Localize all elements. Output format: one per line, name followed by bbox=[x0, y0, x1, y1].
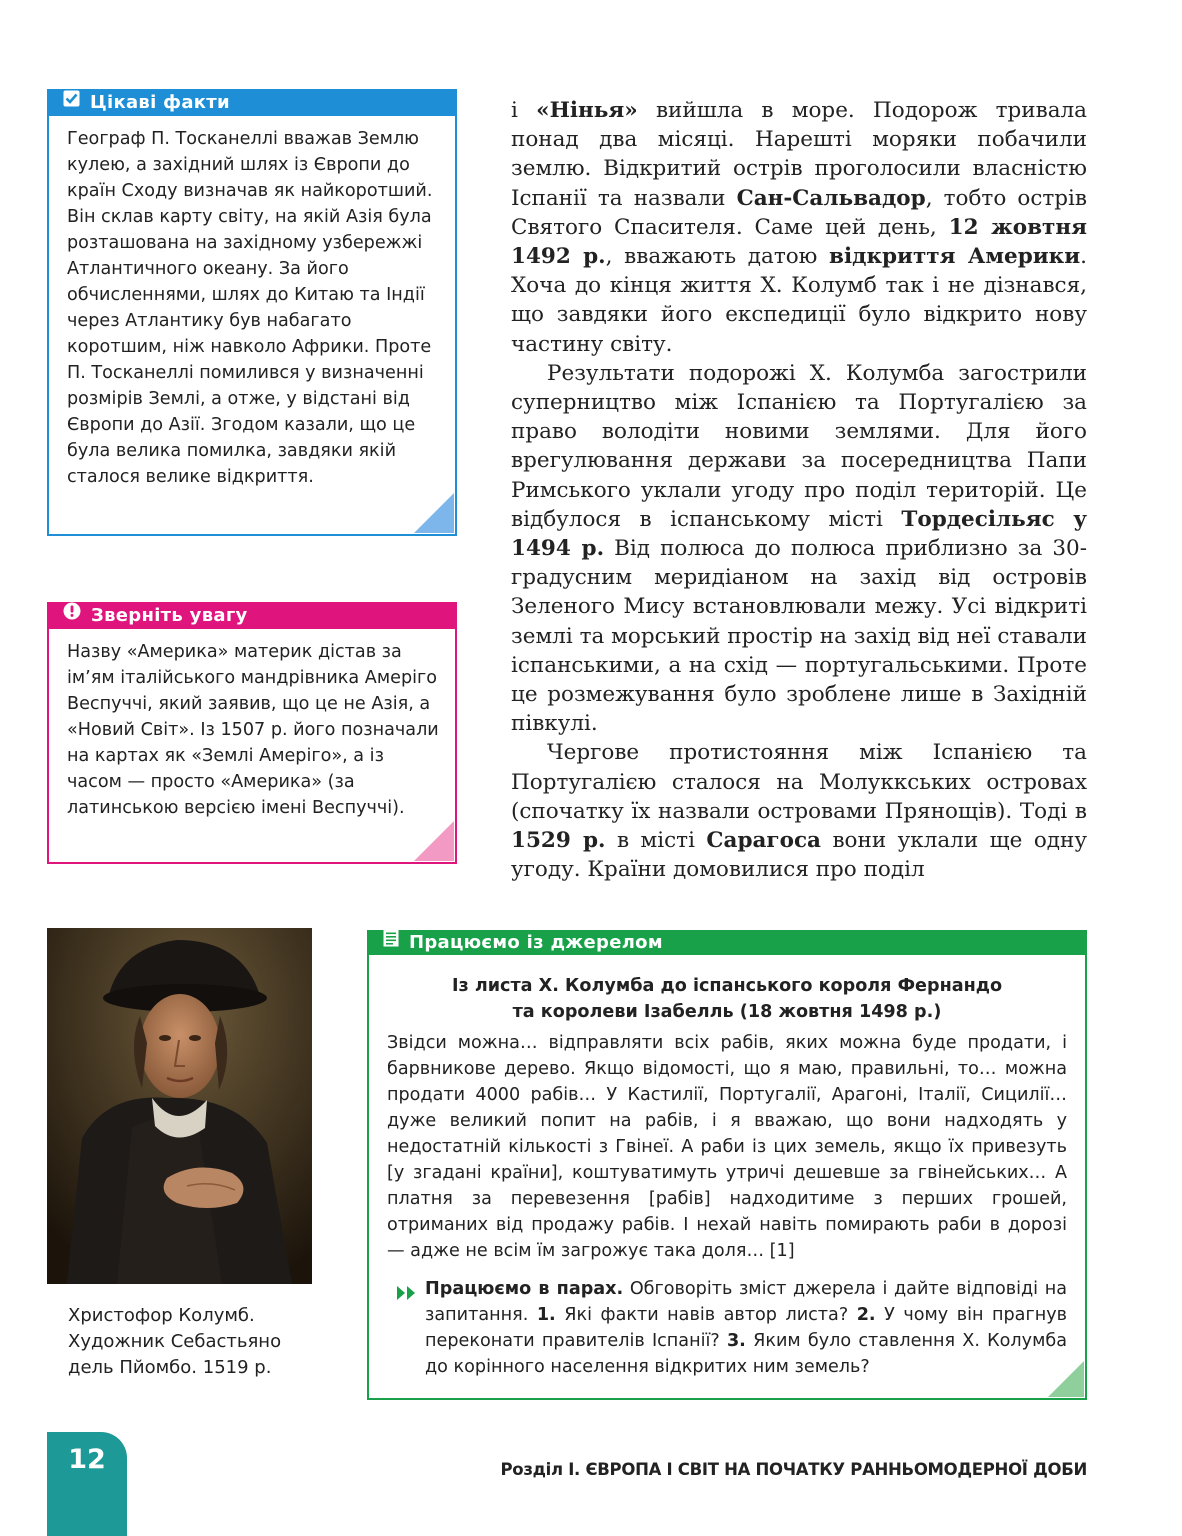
attention-title: Зверніть увагу bbox=[91, 605, 248, 626]
attention-text: Назву «Америка» материк дістав за ім’ям італійського мандрівника Амеріго Веспуччі, який заявив, що це не Азія, а «Новий Світ». Із 1507 р. його позначали на картах як «Землі Амеріго», а із часом — просто «Америка» (за латинською версією імені Веспуччі). bbox=[67, 642, 439, 818]
paragraph-columbus-discovery: і «Нінья» вийшла в море. Подорож тривала понад два місяці. Нарешті моряки побачили землю. Відкритий острів проголосили власністю Іспанії та назвали Сан-Сальвадор, тобто острів Святого Спасителя. Саме цей день, 12 жовтня 1492 р., вважають датою відкриття Америки. Хоча до кінця життя Х. Колумб так і не дізнався, що завдяки його експедиції було відкрито нову частину світу. bbox=[511, 98, 1088, 357]
exclamation-icon bbox=[63, 601, 81, 628]
columbus-portrait-image bbox=[47, 928, 312, 1284]
attention-box bbox=[47, 602, 457, 864]
document-icon bbox=[383, 929, 399, 954]
pair-work-task: Працюємо в парах. Обговоріть зміст джерела і дайте відповіді на запитання. 1. Які факти навів автор листа? 2. У чому він прагнув переконати правителів Іспанії? 3. Яким було ставлення Х. Колумба до корінного населення відкритих ним земель? bbox=[383, 1276, 1067, 1380]
interesting-facts-header bbox=[47, 89, 457, 116]
source-quote: Звідси можна… відправляти всіх рабів, яких можна буде продати, і барвникове дерево. Якщо відомості, що я маю, правильні, то… можна продати 4000 рабів… У Кастилії, Португалії, Арагоні, Італії, Сицилії… дуже великий попит на рабів, і я вважаю, що вони надходять у недостатній кількості з Гвінеї. А раби із цих земель, якщо їх привезуть [у згадані країни], коштуватимуть утричі дешевше за гвінейських… А платня за перевезення [рабів] надходитиме з перших грошей, отриманих від продажу рабів. І нехай навіть помирають раби в дорозі — адже не всім їм загрожує така доля… [1] bbox=[387, 1033, 1067, 1261]
page-corner-decoration bbox=[414, 493, 454, 533]
primary-source-title: Працюємо із джерелом bbox=[409, 932, 663, 953]
page-number: 12 bbox=[68, 1444, 106, 1475]
page-number-tab bbox=[47, 1432, 127, 1536]
page-corner-decoration bbox=[414, 821, 454, 861]
page-corner-decoration bbox=[1048, 1361, 1084, 1397]
source-heading: Із листа Х. Колумба до іспанського короля Фернандо та королеви Ізабелль (18 жовтня 1498 р.) bbox=[451, 976, 1003, 1022]
primary-source-box bbox=[367, 930, 1087, 1400]
chapter-title: Розділ І. ЄВРОПА І СВІТ НА ПОЧАТКУ РАННЬОМОДЕРНОЇ ДОБИ bbox=[500, 1460, 1087, 1479]
paragraph-zaragoza: Чергове протистояння між Іспанією та Португалією сталося на Молуккських островах (спочатку їх назвали островами Прянощів). Тоді в 1529 р. в місті Сарагоса вони уклали ще одну угоду. Країни домовилися про поділ bbox=[511, 740, 1087, 883]
paragraph-tordesillas: Результати подорожі Х. Колумба загострили суперництво між Іспанією та Португалією за право володіти новими землями. Для його врегулювання держави за посередництва Папи Римського уклали угоду про поділ територій. Це відбулося в іспанському місті Тордесільяс у 1494 р. Від полюса до полюса приблизно за 30-градусним меридіаном на захід від островів Зеленого Мису встановлювали межу. Усі відкриті землі та морський простір на захід від неї ставали іспанськими, а на схід — португальськими. Проте це розмежування було зроблене лише в Західній півкулі. bbox=[511, 360, 1088, 737]
attention-header bbox=[47, 602, 457, 629]
portrait-caption: Христофор Колумб. Художник Себастьяно дель Пйомбо. 1519 р. bbox=[68, 1305, 282, 1378]
checkbox-icon bbox=[63, 88, 80, 115]
primary-source-header bbox=[367, 930, 1087, 955]
double-arrow-icon bbox=[397, 1282, 419, 1308]
interesting-facts-title: Цікаві факти bbox=[90, 92, 230, 113]
interesting-facts-text: Географ П. Тосканеллі вважав Землю кулею, а західний шлях із Європи до країн Сходу визначав як найкоротший. Він склав карту світу, на якій Азія була розташована на західному узбережжі Атлантичного океану. За його обчисленнями, шлях до Китаю та Індії через Атлантику був набагато коротшим, ніж навколо Африки. Проте П. Тосканеллі помилився у визначенні розмірів Землі, а отже, у відстані від Європи до Азії. Згодом казали, що це була велика помилка, завдяки якій сталося велике відкриття. bbox=[67, 129, 433, 487]
main-text-column bbox=[511, 96, 1087, 884]
interesting-facts-box bbox=[47, 89, 457, 536]
